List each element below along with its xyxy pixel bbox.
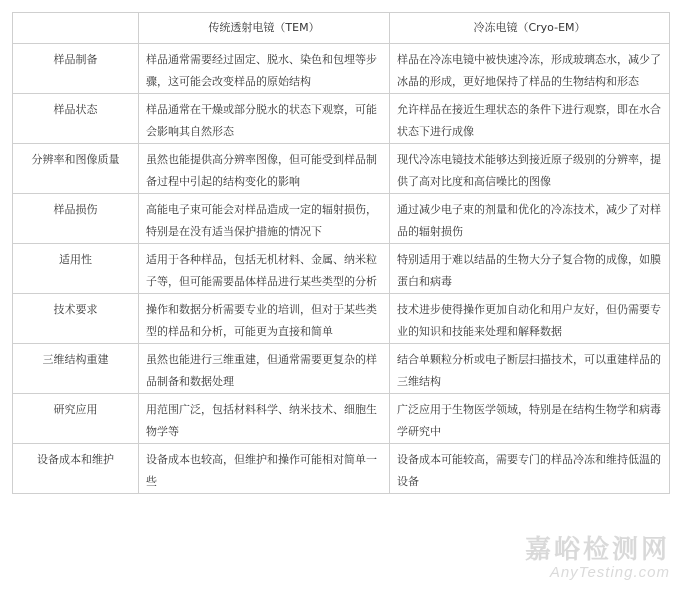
tem-cell: 高能电子束可能会对样品造成一定的辐射损伤，特别是在没有适当保护措施的情况下	[139, 194, 390, 244]
header-empty-cell	[13, 13, 139, 44]
cryo-em-cell: 结合单颗粒分析或电子断层扫描技术，可以重建样品的三维结构	[390, 344, 670, 394]
tem-cell: 适用于各种样品，包括无机材料、金属、纳米粒子等，但可能需要晶体样品进行某些类型的分析	[139, 244, 390, 294]
cryo-em-cell: 通过减少电子束的剂量和优化的冷冻技术，减少了对样品的辐射损伤	[390, 194, 670, 244]
table-header-row	[13, 13, 670, 44]
table-body	[13, 44, 670, 494]
row-label: 分辨率和图像质量	[13, 144, 139, 194]
row-label: 适用性	[13, 244, 139, 294]
tem-cell: 样品通常在干燥或部分脱水的状态下观察，可能会影响其自然形态	[139, 94, 390, 144]
table-row	[13, 194, 670, 244]
table-row	[13, 394, 670, 444]
header-cryo-em: 冷冻电镜（Cryo-EM）	[390, 13, 670, 44]
row-label: 研究应用	[13, 394, 139, 444]
tem-cell: 操作和数据分析需要专业的培训，但对于某些类型的样品和分析，可能更为直接和简单	[139, 294, 390, 344]
cryo-em-cell: 广泛应用于生物医学领域，特别是在结构生物学和病毒学研究中	[390, 394, 670, 444]
tem-cell: 设备成本也较高，但维护和操作可能相对简单一些	[139, 444, 390, 494]
tem-cell: 虽然也能进行三维重建，但通常需要更复杂的样品制备和数据处理	[139, 344, 390, 394]
row-label: 设备成本和维护	[13, 444, 139, 494]
table-row	[13, 144, 670, 194]
tem-cell: 虽然也能提供高分辨率图像，但可能受到样品制备过程中引起的结构变化的影响	[139, 144, 390, 194]
cryo-em-cell: 样品在冷冻电镜中被快速冷冻，形成玻璃态水，减少了冰晶的形成，更好地保持了样品的生物结构和形态	[390, 44, 670, 94]
cryo-em-cell: 允许样品在接近生理状态的条件下进行观察，即在水合状态下进行成像	[390, 94, 670, 144]
cryo-em-cell: 现代冷冻电镜技术能够达到接近原子级别的分辨率，提供了高对比度和高信噪比的图像	[390, 144, 670, 194]
header-tem: 传统透射电镜（TEM）	[139, 13, 390, 44]
table-row	[13, 444, 670, 494]
tem-cell: 样品通常需要经过固定、脱水、染色和包埋等步骤，这可能会改变样品的原始结构	[139, 44, 390, 94]
table-row	[13, 244, 670, 294]
row-label: 样品损伤	[13, 194, 139, 244]
row-label: 样品制备	[13, 44, 139, 94]
table-row	[13, 44, 670, 94]
cryo-em-cell: 设备成本可能较高，需要专门的样品冷冻和维持低温的设备	[390, 444, 670, 494]
table-row	[13, 294, 670, 344]
comparison-table	[12, 12, 670, 494]
row-label: 样品状态	[13, 94, 139, 144]
row-label: 三维结构重建	[13, 344, 139, 394]
tem-cell: 用范围广泛，包括材料科学、纳米技术、细胞生物学等	[139, 394, 390, 444]
watermark	[525, 535, 670, 581]
cryo-em-cell: 特别适用于难以结晶的生物大分子复合物的成像，如膜蛋白和病毒	[390, 244, 670, 294]
table-row	[13, 344, 670, 394]
watermark-cn: 嘉峪检测网	[524, 535, 670, 565]
table-row	[13, 94, 670, 144]
watermark-en: AnyTesting.com	[549, 564, 670, 581]
cryo-em-cell: 技术进步使得操作更加自动化和用户友好，但仍需要专业的知识和技能来处理和解释数据	[390, 294, 670, 344]
row-label: 技术要求	[13, 294, 139, 344]
